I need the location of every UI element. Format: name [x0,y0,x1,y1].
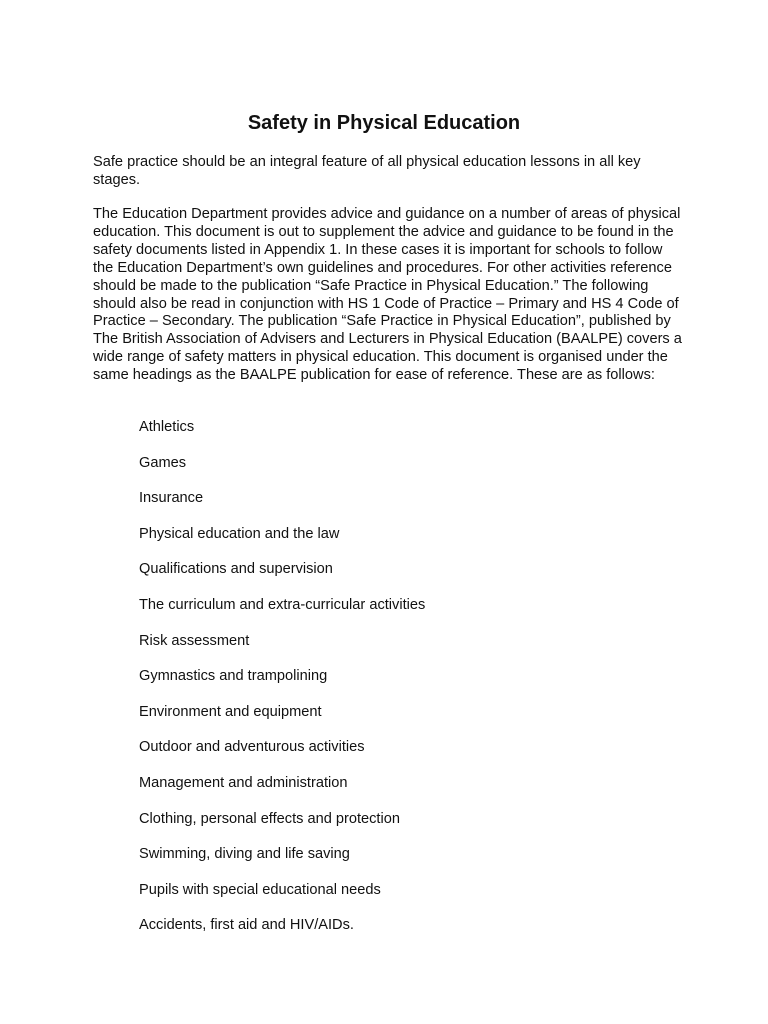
list-item: Clothing, personal effects and protection [139,810,400,827]
list-item: Games [139,454,187,471]
intro-paragraph: Safe practice should be an integral feature of all physical education lessons in all key stages. [93,154,641,188]
list-item: Qualifications and supervision [139,561,333,578]
document-title: Safety in Physical Education [247,112,521,134]
list-item: Pupils with special educational needs [139,881,381,898]
topic-list [139,419,699,953]
list-item: Insurance [139,490,204,507]
list-item: Management and administration [139,774,348,791]
list-item: Outdoor and adventurous activities [139,739,365,756]
list-item: The curriculum and extra-curricular activities [139,596,426,613]
list-item: Risk assessment [139,632,250,649]
list-item: Swimming, diving and life saving [139,846,350,863]
list-item: Physical education and the law [139,525,340,542]
guidance-paragraph: The Education Department provides advice and guidance on a number of areas of physical education. This document is out to supplement the advice and guidance to be found in the safety documents listed in Appendix 1. In these cases it is important for schools to follow the Education Department’s own guidelines and procedures. For other activities reference should be made to the publication “Safe Practice in Physical Education.” The following should also be read in conjunction with HS 1 Code of Practice – Primary and HS 4 Code of Practice – Secondary. The publication “Safe Practice in Physical Education”, published by The British Association of Advisers and Lecturers in Physical Education (BAALPE) covers a wide range of safety matters in physical education. This document is organised under the same headings as the BAALPE publication for ease of reference. These are as follows: [93,206,682,384]
list-item: Athletics [139,419,195,435]
list-item: Environment and equipment [139,703,322,720]
list-item: Accidents, first aid and HIV/AIDs. [139,917,354,934]
list-item: Gymnastics and trampolining [139,668,328,685]
